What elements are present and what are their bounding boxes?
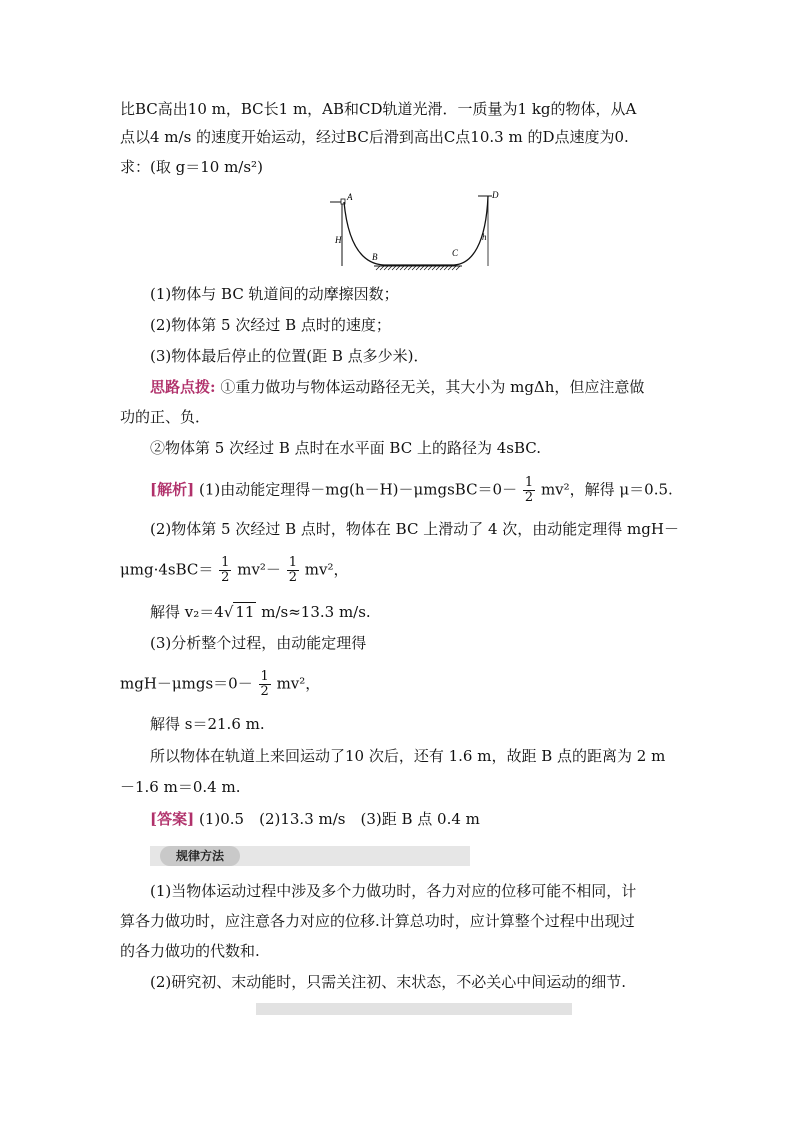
solution-1b: mv²，解得 μ＝0.5.: [540, 480, 673, 499]
solution-line-9: －1.6 m＝0.4 m.: [120, 778, 241, 796]
rules-line-1: (1)当物体运动过程中涉及多个力做功时，各力对应的位移可能不相同，计: [150, 882, 637, 900]
solution-line-6: [120, 670, 320, 699]
bottom-divider-bar: [256, 1003, 572, 1015]
solution-line-3: [120, 556, 349, 585]
solution-1a: (1)由动能定理得－mg(h－H)－μmgsBC＝0－: [198, 480, 518, 499]
hint-text-1: ①重力做功与物体运动路径无关，其大小为 mgΔh，但应注意做: [220, 378, 645, 396]
problem-line-2: 点以4 m/s 的速度开始运动，经过BC后滑到高出C点10.3 m 的D点速度为0.: [120, 128, 629, 146]
track-curve: [344, 196, 488, 265]
sqrt-radicand: 11: [235, 603, 255, 621]
problem-line-1: 比BC高出10 m，BC长1 m，AB和CD轨道光滑．一质量为1 kg的物体，从A: [120, 100, 637, 118]
hint-line-3: ②物体第 5 次经过 B 点时在水平面 BC 上的路径为 4sBC.: [150, 439, 541, 457]
problem-line-3: 求：(取 g＝10 m/s²): [120, 158, 263, 176]
fraction-half: $\frac{1}{2}$: [221, 555, 230, 585]
fraction-half: $\frac{1}{2}$: [260, 669, 269, 699]
rules-line-4: (2)研究初、末动能时，只需关注初、末状态，不必关心中间运动的细节.: [150, 973, 627, 991]
answer-text: (1)0.5 (2)13.3 m/s (3)距 B 点 0.4 m: [198, 810, 480, 828]
label-H: H: [335, 235, 342, 245]
fraction-half: $\frac{1}{2}$: [524, 475, 534, 505]
rules-tag: 规律方法: [160, 846, 240, 866]
hint-line-2: 功的正、负．: [120, 408, 211, 426]
answer-line: [150, 808, 480, 830]
solution-line-7: 解得 s＝21.6 m.: [150, 715, 265, 733]
fraction-half: $\frac{1}{2}$: [288, 555, 297, 585]
solution-3c: mv²，: [276, 674, 321, 693]
solution-label: [解析]: [150, 480, 195, 499]
solution-line-5: (3)分析整个过程，由动能定理得: [150, 634, 367, 652]
solution-2g: m/s≈13.3 m/s.: [256, 603, 371, 621]
label-C: C: [452, 248, 459, 258]
solution-line-4: [150, 601, 371, 623]
solution-line-8: 所以物体在轨道上来回运动了10 次后，还有 1.6 m，故距 B 点的距离为 2 m: [150, 747, 666, 765]
sqrt-symbol: √: [223, 603, 234, 621]
answer-label: [答案]: [150, 810, 195, 828]
rules-line-2: 算各力做功时，应注意各力对应的位移.计算总功时，应计算整个过程中出现过: [120, 912, 635, 930]
question-3: (3)物体最后停止的位置(距 B 点多少米)．: [150, 347, 429, 365]
question-2: (2)物体第 5 次经过 B 点时的速度；: [150, 316, 391, 334]
solution-line-1: [150, 476, 673, 505]
question-1: (1)物体与 BC 轨道间的动摩擦因数；: [150, 285, 399, 303]
hint-label: 思路点拨:: [150, 378, 216, 396]
solution-line-2: (2)物体第 5 次经过 B 点时，物体在 BC 上滑动了 4 次，由动能定理得 mgH－: [150, 520, 679, 538]
track-diagram: [322, 188, 502, 272]
rules-line-3: 的各力做功的代数和.: [120, 942, 260, 960]
label-A: A: [347, 192, 353, 202]
solution-2e: 解得 v₂＝4: [150, 603, 224, 621]
label-D: D: [492, 190, 499, 200]
solution-2c: mv²－: [237, 560, 281, 579]
solution-2d: mv²，: [304, 560, 349, 579]
label-B: B: [372, 252, 378, 262]
solution-2b: μmg·4sBC＝: [120, 560, 214, 579]
label-h: h: [482, 232, 487, 242]
solution-3b: mgH－μmgs＝0－: [120, 674, 253, 693]
hint-line-1: [150, 376, 644, 398]
ground-hatch: [376, 266, 460, 270]
